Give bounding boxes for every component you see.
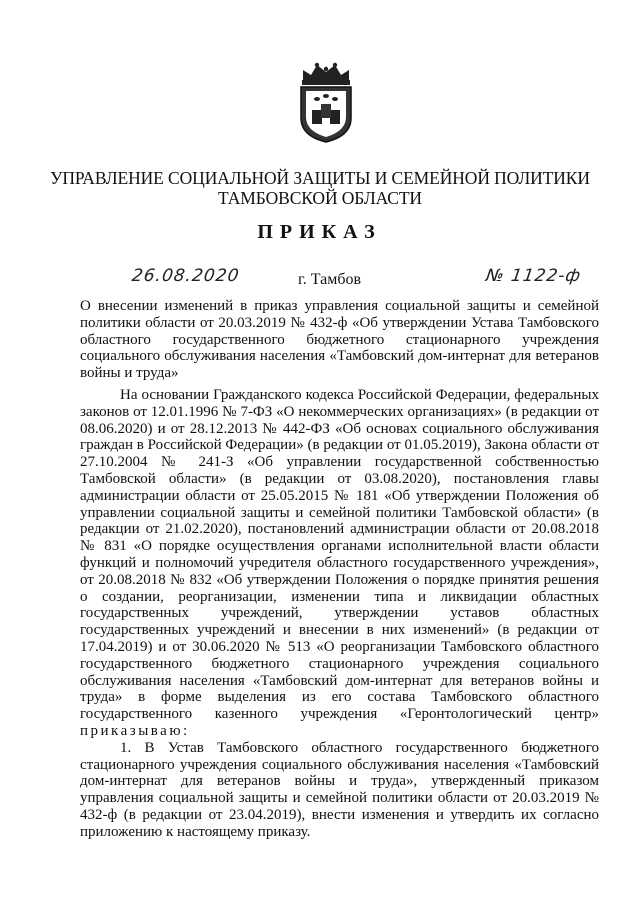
- city: г. Тамбов: [298, 271, 362, 288]
- document-title: ПРИКАЗ: [257, 221, 382, 243]
- order-word: приказываю:: [80, 722, 190, 739]
- preamble-text: На основании Гражданского кодекса Российской Федерации, федеральных законов от 12.01.1996 № 7-ФЗ «О некоммерческих организациях» (в редакции от 08.06.2020) и от 28.12.2013 № 442-ФЗ «Об основах социального обслуживания граждан в Российской Федерации» (в редакции от 01.05.2019), Закона области от 27.10.2004 № 241-З «Об управлении государственной собственностью Тамбовской области» (в редакции от 03.08.2020), постановления главы администрации области от 25.05.2015 № 181 «Об утверждении Положения об управлении социальной защиты и семейной политики Тамбовской области» (в редакции от 21.02.2020), постановлений администрации области от 20.08.2018 № 831 «О порядке осуществления органами исполнительной власти области функций и полномочий учредителя областного государственного учреждения», от 20.08.2018 № 832 «Об утверждении Положения о порядке принятия решения о создании, реорганизации, изменении типа и ликвидации областных государственных учреждений, утверждении уставов областных государственных учреждений и внесении в них изменений» (в редакции от 17.04.2019) и от 30.06.2020 № 513 «О реорганизации Тамбовского областного государственного бюджетного стационарного учреждения социального обслуживания населения «Тамбовский дом-интернат для ветеранов войны и труда» в форме выделения из его состава Тамбовского областного государственного казенного учреждения «Геронтологический центр»: [80, 387, 599, 723]
- preamble-paragraph: [80, 387, 599, 740]
- organization-name-line2: ТАМБОВСКОЙ ОБЛАСТИ: [218, 188, 422, 208]
- handwritten-date: 26.08.2020: [130, 266, 241, 286]
- organization-name: [40, 168, 600, 208]
- order-body: [80, 387, 599, 841]
- coat-of-arms-emblem: [295, 62, 357, 144]
- date-city-number-row: [0, 268, 639, 294]
- organization-name-line1: УПРАВЛЕНИЕ СОЦИАЛЬНОЙ ЗАЩИТЫ И СЕМЕЙНОЙ ПОЛИТИКИ: [50, 168, 590, 188]
- order-subject: О внесении изменений в приказ управления социальной защиты и семейной политики области от 20.03.2019 № 432-ф «Об утверждении Устава Тамбовского областного государственного бюджетного стационарного учреждения социального обслуживания населения «Тамбовский дом-интернат для ветеранов войны и труда»: [80, 298, 599, 382]
- item-1-paragraph: 1. В Устав Тамбовского областного государственного бюджетного стационарного учреждения социального обслуживания населения «Тамбовский дом-интернат для ветеранов войны и труда», утвержденный приказом управления социальной защиты и семейной политики области от 20.03.2019 № 432-ф (в редакции от 23.04.2019), внести изменения и утвердить их согласно приложению к настоящему приказу.: [80, 739, 599, 840]
- handwritten-order-number: № 1122-ф: [484, 266, 583, 286]
